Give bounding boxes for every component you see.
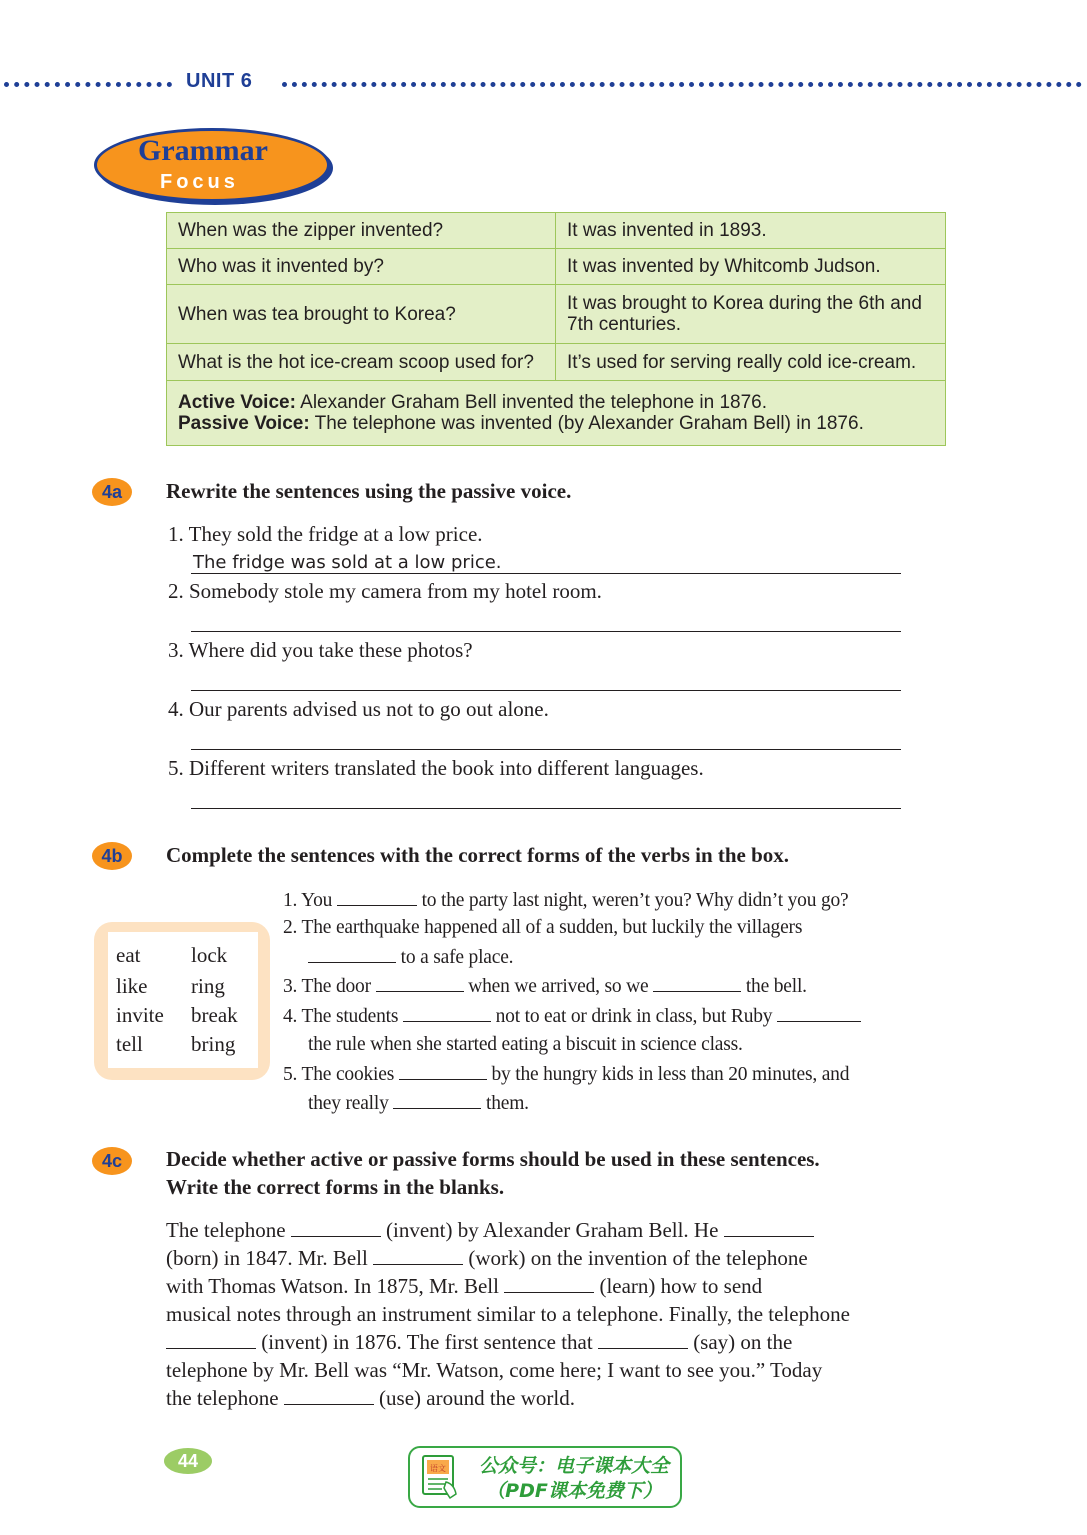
unit-title: UNIT 6 xyxy=(186,70,253,92)
passive-voice-label: Passive Voice: xyxy=(178,413,310,434)
exercise-4c-badge: 4c xyxy=(92,1147,132,1175)
table-question: When was the zipper invented? xyxy=(167,213,556,249)
sentence-text: by the hungry kids in less than 20 minutes, and xyxy=(486,1064,850,1085)
exercise-4a-title: Rewrite the sentences using the passive voice. xyxy=(166,479,572,503)
table-question: What is the hot ice-cream scoop used for? xyxy=(167,344,556,381)
word-item: invite xyxy=(116,1003,164,1027)
table-answer: It was invented in 1893. xyxy=(556,213,946,249)
passive-voice-text: The telephone was invented (by Alexander Graham Bell) in 1876. xyxy=(309,413,864,434)
fill-blank[interactable] xyxy=(403,1002,491,1022)
passage-text: musical notes through an instrument similar to a telephone. Finally, the telephone xyxy=(166,1302,850,1326)
fill-blank[interactable] xyxy=(373,1245,463,1265)
exercise-4c-line-7 xyxy=(166,1384,575,1412)
fill-blank[interactable] xyxy=(399,1060,487,1080)
sentence-text: not to eat or drink in class, but Ruby xyxy=(490,1006,778,1027)
sentence-text: 3. The door xyxy=(283,976,376,997)
passage-text: telephone by Mr. Bell was “Mr. Watson, come here; I want to see you.” Today xyxy=(166,1358,823,1382)
badge-line1: Grammar xyxy=(138,134,268,167)
answer-line-5[interactable] xyxy=(191,808,901,809)
exercise-4a-item-2: 2. Somebody stole my camera from my hotel room. xyxy=(168,579,602,603)
unit-header xyxy=(0,68,1087,98)
exercise-4b-sentence-5b xyxy=(308,1089,529,1117)
exercise-4b-sentence-4b xyxy=(308,1031,743,1058)
sentence-text: them. xyxy=(481,1093,529,1114)
exercise-4a-item-4: 4. Our parents advised us not to go out alone. xyxy=(168,697,549,721)
exercise-4a-item-3: 3. Where did you take these photos? xyxy=(168,638,473,662)
word-item: eat xyxy=(116,943,141,967)
exercise-4a-badge: 4a xyxy=(92,478,132,506)
exercise-4c-line-2 xyxy=(166,1244,808,1272)
exercise-4b-sentence-4a xyxy=(283,1002,861,1030)
word-item: like xyxy=(116,974,148,998)
table-row xyxy=(167,249,946,285)
icon-label: 语文 xyxy=(430,1464,446,1473)
fill-blank[interactable] xyxy=(291,1217,381,1237)
table-answer: It was invented by Whitcomb Judson. xyxy=(556,249,946,285)
verb-word-box xyxy=(94,922,270,1080)
fill-blank[interactable] xyxy=(166,1329,256,1349)
exercise-4c-line-6 xyxy=(166,1356,822,1384)
grammar-table xyxy=(166,212,946,446)
fill-blank[interactable] xyxy=(504,1273,594,1293)
fill-blank[interactable] xyxy=(376,972,464,992)
exercise-4c-line-1 xyxy=(166,1216,814,1244)
passage-text: (invent) in 1876. The first sentence that xyxy=(256,1330,598,1354)
passage-text: (work) on the invention of the telephone xyxy=(463,1246,808,1270)
fill-blank[interactable] xyxy=(337,886,417,906)
exercise-4b-sentence-3 xyxy=(283,972,807,1000)
exercise-4b-sentence-2b xyxy=(308,943,513,971)
passage-text: the telephone xyxy=(166,1386,284,1410)
wechat-line-1: 公众号：电子课本大全 xyxy=(478,1455,669,1477)
fill-blank[interactable] xyxy=(393,1089,481,1109)
sentence-text: 5. The cookies xyxy=(283,1064,399,1085)
exercise-4c-line-5 xyxy=(166,1328,792,1356)
passage-text: The telephone xyxy=(166,1218,291,1242)
table-answer: It was brought to Korea during the 6th and 7th centuries. xyxy=(556,285,946,344)
passage-text: (learn) how to send xyxy=(594,1274,763,1298)
sentence-text: 2. The earthquake happened all of a sudden, but luckily the villagers xyxy=(283,917,803,938)
sentence-text: 1. You xyxy=(283,890,337,911)
sentence-text: the rule when she started eating a biscuit in science class. xyxy=(308,1034,743,1055)
word-item: ring xyxy=(191,974,225,998)
passage-text: (use) around the world. xyxy=(373,1386,575,1410)
fill-blank[interactable] xyxy=(284,1385,374,1405)
passage-text: (invent) by Alexander Graham Bell. He xyxy=(380,1218,724,1242)
exercise-4c-line-3 xyxy=(166,1272,762,1300)
word-item: bring xyxy=(191,1032,236,1056)
word-item: tell xyxy=(116,1032,143,1056)
exercise-4a-example-answer: The fridge was sold at a low price. xyxy=(193,552,502,573)
sentence-text: they really xyxy=(308,1093,394,1114)
answer-line-4[interactable] xyxy=(191,749,901,750)
active-voice-label: Active Voice: xyxy=(178,392,296,413)
exercise-4b-title: Complete the sentences with the correct forms of the verbs in the box. xyxy=(166,843,790,867)
answer-line-3[interactable] xyxy=(191,690,901,691)
table-row xyxy=(167,344,946,381)
dotted-rule-right xyxy=(282,82,1082,87)
exercise-4c-title-line2: Write the correct forms in the blanks. xyxy=(166,1175,505,1199)
wechat-line-2: （PDF课本免费下） xyxy=(486,1480,662,1502)
dotted-rule-left xyxy=(4,82,172,87)
fill-blank[interactable] xyxy=(724,1217,814,1237)
table-row-voice xyxy=(167,381,946,446)
exercise-4b-sentence-5a xyxy=(283,1060,849,1088)
exercise-4b-sentence-1 xyxy=(283,886,849,914)
sentence-text: 4. The students xyxy=(283,1006,403,1027)
active-voice-text: Alexander Graham Bell invented the telephone in 1876. xyxy=(295,392,768,413)
exercise-4b-badge: 4b xyxy=(92,842,132,870)
table-question: Who was it invented by? xyxy=(167,249,556,285)
table-row xyxy=(167,213,946,249)
word-item: lock xyxy=(191,943,228,967)
sentence-text: when we arrived, so we xyxy=(463,976,654,997)
word-item: break xyxy=(191,1003,238,1027)
table-row xyxy=(167,285,946,344)
exercise-4b-sentence-2a xyxy=(283,914,802,941)
sentence-text: the bell. xyxy=(741,976,807,997)
exercise-4c-line-4 xyxy=(166,1300,850,1328)
table-question: When was tea brought to Korea? xyxy=(167,285,556,344)
sentence-text: to the party last night, weren’t you? Why didn’t you go? xyxy=(416,890,849,911)
passage-text: (say) on the xyxy=(687,1330,793,1354)
sentence-text: to a safe place. xyxy=(396,947,514,968)
exercise-4a-item-5: 5. Different writers translated the book into different languages. xyxy=(168,756,704,780)
answer-line-2[interactable] xyxy=(191,631,901,632)
exercise-4c-title-line1: Decide whether active or passive forms should be used in these sentences. xyxy=(166,1147,820,1171)
fill-blank[interactable] xyxy=(777,1002,861,1022)
answer-line-1[interactable] xyxy=(191,573,901,574)
passage-text: with Thomas Watson. In 1875, Mr. Bell xyxy=(166,1274,505,1298)
fill-blank[interactable] xyxy=(598,1329,688,1349)
grammar-focus-badge xyxy=(94,128,330,200)
badge-line2: Focus xyxy=(160,171,239,193)
passage-text: (born) in 1847. Mr. Bell xyxy=(166,1246,374,1270)
exercise-4a-item-1: 1. They sold the fridge at a low price. xyxy=(168,522,483,546)
page-number: 44 xyxy=(164,1448,212,1474)
voice-examples xyxy=(167,381,946,446)
table-answer: It’s used for serving really cold ice-cream. xyxy=(556,344,946,381)
fill-blank[interactable] xyxy=(308,943,396,963)
book-icon xyxy=(420,1454,460,1500)
wechat-watermark xyxy=(408,1446,682,1508)
fill-blank[interactable] xyxy=(653,972,741,992)
